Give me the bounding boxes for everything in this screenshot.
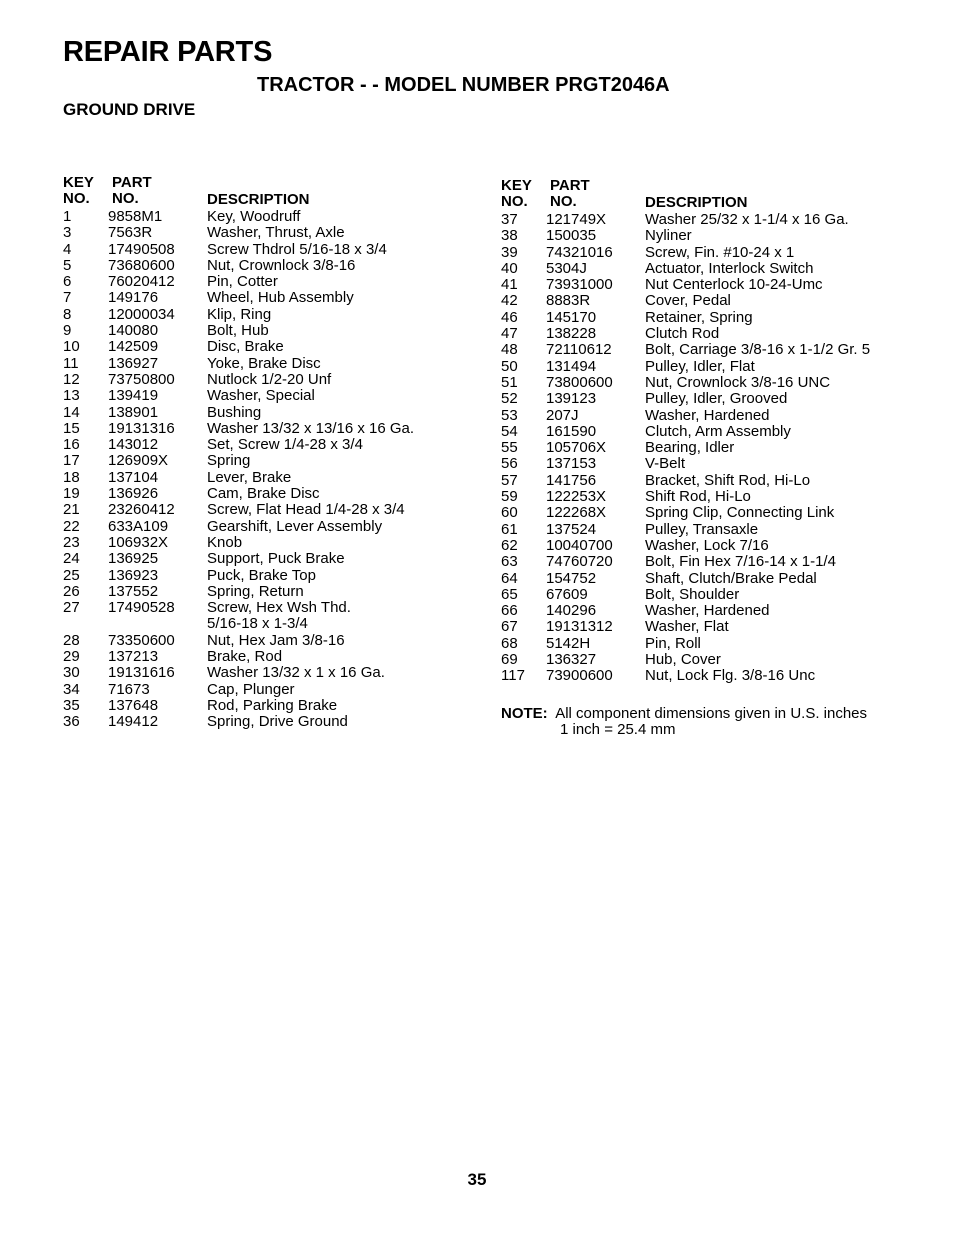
part-no-cell: 17490508	[108, 240, 175, 258]
table-row	[501, 522, 901, 538]
part-no-cell: 122268X	[546, 504, 607, 522]
description-header: DESCRIPTION	[645, 194, 748, 211]
key-no-cell: 26	[63, 582, 80, 600]
description-cell: Nut, Hex Jam 3/8-16	[207, 631, 345, 649]
page-number: 35	[467, 1170, 487, 1189]
description-cell: Key, Woodruff	[207, 208, 301, 225]
table-row	[501, 375, 901, 391]
description-cell: Klip, Ring	[207, 305, 272, 323]
table-row	[501, 261, 901, 277]
table-row	[63, 258, 443, 274]
key-no-header: KEY NO.	[501, 177, 532, 211]
table-row	[63, 682, 443, 698]
description-cell: Gearshift, Lever Assembly	[207, 517, 383, 535]
description-cell: Bolt, Fin Hex 7/16-14 x 1-1/4	[645, 553, 836, 571]
table-row	[501, 668, 901, 684]
description-cell: Washer 13/32 x 13/16 x 16 Ga.	[207, 419, 415, 437]
key-no-cell: 4	[63, 240, 72, 258]
part-no-cell: 122253X	[546, 488, 607, 506]
key-no-cell: 67	[501, 618, 518, 636]
table-row	[501, 391, 901, 407]
table-row	[63, 356, 443, 372]
part-no-cell: 17490528	[108, 599, 175, 617]
key-no-cell: 28	[63, 631, 80, 649]
key-no-cell: 47	[501, 325, 518, 343]
description-cell: Knob	[207, 533, 243, 551]
description-cell: Retainer, Spring	[645, 308, 753, 326]
part-no-cell: 137153	[546, 455, 597, 473]
description-cell: Wheel, Hub Assembly	[207, 289, 354, 307]
table-row	[501, 652, 901, 668]
table-row	[63, 698, 443, 714]
key-no-cell: 9	[63, 322, 72, 340]
key-no-cell: 1	[63, 208, 72, 225]
key-no-cell: 30	[63, 664, 80, 682]
table-row	[501, 326, 901, 342]
key-no-cell: 66	[501, 602, 518, 620]
table-row	[501, 310, 901, 326]
table-row	[501, 571, 901, 587]
key-no-cell: 13	[63, 387, 80, 405]
table-row	[63, 486, 443, 502]
key-no-cell: 6	[63, 273, 72, 291]
note-text: All component dimensions given in U.S. inches	[555, 705, 868, 722]
key-no-cell: 7	[63, 289, 72, 307]
table-row	[63, 242, 443, 258]
part-no-cell: 23260412	[108, 501, 175, 519]
description-cell: Shift Rod, Hi-Lo	[645, 488, 751, 506]
description-cell: Spring Clip, Connecting Link	[645, 504, 835, 522]
description-cell: Hub, Cover	[645, 651, 721, 669]
part-no-cell: 149412	[108, 713, 159, 731]
dimensions-note	[501, 706, 867, 739]
part-no-cell: 136927	[108, 354, 159, 372]
part-no-cell: 137648	[108, 696, 159, 714]
description-cell: Yoke, Brake Disc	[207, 354, 321, 372]
table-row	[501, 277, 901, 293]
part-no-cell: 136925	[108, 550, 159, 568]
part-no-cell: 106932X	[108, 533, 169, 551]
part-no-cell: 121749X	[546, 211, 607, 228]
part-no-cell: 74760720	[546, 553, 613, 571]
key-no-cell: 68	[501, 634, 518, 652]
key-no-cell: 40	[501, 259, 518, 277]
part-no-cell: 136923	[108, 566, 159, 584]
table-row	[63, 290, 443, 306]
table-row	[501, 587, 901, 603]
part-no-cell: 74321016	[546, 243, 613, 261]
description-cell: Brake, Rod	[207, 648, 283, 666]
key-no-cell: 10	[63, 338, 80, 356]
key-no-cell: 62	[501, 536, 518, 554]
description-cell: Clutch Rod	[645, 325, 720, 343]
part-no-cell: 19131316	[108, 419, 175, 437]
part-no-cell: 137213	[108, 648, 159, 666]
part-no-header: PART NO.	[112, 174, 152, 208]
part-no-cell: 73931000	[546, 276, 613, 294]
key-no-cell: 60	[501, 504, 518, 522]
key-no-cell: 29	[63, 648, 80, 666]
key-no-cell: 12	[63, 370, 80, 388]
key-no-cell: 8	[63, 305, 72, 323]
description-cell: V-Belt	[645, 455, 686, 473]
table-row	[63, 274, 443, 290]
table-row	[501, 505, 901, 521]
table-row	[63, 209, 443, 225]
table-row	[501, 440, 901, 456]
description-cell: Pulley, Transaxle	[645, 520, 759, 538]
table-row	[501, 456, 901, 472]
model-subtitle: TRACTOR - - MODEL NUMBER PRGT2046A	[257, 74, 670, 96]
description-cell: Nyliner	[645, 227, 692, 245]
table-row	[63, 421, 443, 437]
table-row	[63, 405, 443, 421]
description-cell: Spring, Drive Ground	[207, 713, 348, 731]
part-no-cell: 105706X	[546, 439, 607, 457]
part-no-cell: 72110612	[546, 341, 612, 359]
table-row	[63, 633, 443, 649]
key-no-cell: 18	[63, 468, 80, 486]
key-no-cell: 23	[63, 533, 80, 551]
table-row	[63, 339, 443, 355]
key-no-cell: 16	[63, 436, 80, 454]
table-row	[63, 470, 443, 486]
table-row	[501, 603, 901, 619]
description-cell: Washer, Hardened	[645, 406, 770, 424]
table-row	[501, 293, 901, 309]
description-cell: Pin, Cotter	[207, 273, 278, 291]
part-no-cell: 5142H	[546, 634, 591, 652]
description-cell: Clutch, Arm Assembly	[645, 422, 791, 440]
part-no-cell: 12000034	[108, 305, 175, 323]
part-no-cell: 143012	[108, 436, 159, 454]
part-no-cell: 145170	[546, 308, 597, 326]
key-no-cell: 117	[501, 667, 525, 685]
key-no-cell: 27	[63, 599, 80, 617]
key-no-cell: 63	[501, 553, 518, 571]
key-no-cell: 42	[501, 292, 518, 310]
description-cell: Support, Puck Brake	[207, 550, 345, 568]
table-row	[501, 554, 901, 570]
part-no-cell: 138228	[546, 325, 597, 343]
description-cell: Washer, Thrust, Axle	[207, 224, 345, 242]
key-no-cell: 37	[501, 211, 518, 228]
key-no-header: KEY NO.	[63, 174, 94, 208]
key-no-cell: 5	[63, 256, 72, 274]
page-title: REPAIR PARTS	[63, 36, 273, 68]
description-cell: Bearing, Idler	[645, 439, 735, 457]
description-cell: Rod, Parking Brake	[207, 696, 338, 714]
part-no-cell: 10040700	[546, 536, 613, 554]
parts-rows	[501, 212, 901, 685]
table-row	[501, 228, 901, 244]
key-no-cell: 50	[501, 357, 518, 375]
part-no-cell: 138901	[108, 403, 159, 421]
part-no-cell: 73750800	[108, 370, 175, 388]
key-no-cell: 25	[63, 566, 80, 584]
part-no-cell: 633A109	[108, 517, 169, 535]
description-cell: Bolt, Hub	[207, 322, 269, 340]
description-cell: Washer, Flat	[645, 618, 729, 636]
key-no-cell: 51	[501, 373, 518, 391]
note-label: NOTE:	[501, 705, 548, 722]
description-cell: Washer, Lock 7/16	[645, 536, 769, 554]
part-no-cell: 136327	[546, 651, 597, 669]
description-cell: Puck, Brake Top	[207, 566, 316, 584]
description-cell: Pin, Roll	[645, 634, 701, 652]
part-no-cell: 73680600	[108, 256, 175, 274]
description-cell: Pulley, Idler, Flat	[645, 357, 755, 375]
description-cell: Lever, Brake	[207, 468, 292, 486]
part-no-cell: 71673	[108, 680, 150, 698]
description-cell: Screw, Fin. #10-24 x 1	[645, 243, 795, 261]
parts-list-left	[63, 175, 443, 731]
table-row	[63, 225, 443, 241]
part-no-cell: 137552	[108, 582, 159, 600]
description-cell: Screw, Flat Head 1/4-28 x 3/4	[207, 501, 405, 519]
part-no-cell: 73900600	[546, 667, 613, 685]
key-no-cell: 35	[63, 696, 80, 714]
description-cell: Cover, Pedal	[645, 292, 731, 310]
part-no-cell: 137524	[546, 520, 597, 538]
table-row	[63, 372, 443, 388]
part-no-cell: 142509	[108, 338, 159, 356]
description-cell: Nut, Lock Flg. 3/8-16 Unc	[645, 667, 816, 685]
table-row	[63, 535, 443, 551]
key-no-cell: 54	[501, 422, 518, 440]
table-row	[501, 619, 901, 635]
description-cell: Washer 13/32 x 1 x 16 Ga.	[207, 664, 385, 682]
part-no-cell: 139419	[108, 387, 159, 405]
part-no-header: PART NO.	[550, 177, 590, 211]
table-row	[501, 212, 901, 228]
table-row	[63, 453, 443, 469]
description-header: DESCRIPTION	[207, 191, 310, 208]
part-no-cell: 5304J	[546, 259, 587, 277]
key-no-cell: 21	[63, 501, 80, 519]
description-cell: Washer 25/32 x 1-1/4 x 16 Ga.	[645, 211, 849, 228]
description-cell: Screw Thdrol 5/16-18 x 3/4	[207, 240, 387, 258]
key-no-cell: 59	[501, 488, 518, 506]
description-cell: Bushing	[207, 403, 262, 421]
table-row	[501, 636, 901, 652]
table-row	[501, 538, 901, 554]
key-no-cell: 39	[501, 243, 518, 261]
section-heading: GROUND DRIVE	[63, 100, 196, 119]
part-no-cell: 76020412	[108, 273, 175, 291]
description-cell: Washer, Special	[207, 387, 315, 405]
description-cell: Nut, Crownlock 3/8-16 UNC	[645, 373, 831, 391]
table-row	[501, 359, 901, 375]
key-no-cell: 64	[501, 569, 518, 587]
table-row	[63, 502, 443, 518]
part-no-cell: 139123	[546, 390, 597, 408]
part-no-cell: 19131616	[108, 664, 175, 682]
key-no-cell: 36	[63, 713, 80, 731]
table-row	[63, 388, 443, 404]
part-no-cell: 140296	[546, 602, 597, 620]
note-conversion: 1 inch = 25.4 mm	[560, 721, 676, 739]
description-cell: Bolt, Carriage 3/8-16 x 1-1/2 Gr. 5	[645, 341, 871, 359]
part-no-cell: 136926	[108, 485, 159, 503]
key-no-cell: 24	[63, 550, 80, 568]
table-row	[63, 714, 443, 730]
table-row	[501, 245, 901, 261]
key-no-cell: 56	[501, 455, 518, 473]
key-no-cell: 15	[63, 419, 80, 437]
table-row	[63, 323, 443, 339]
table-row	[501, 408, 901, 424]
description-cell: Spring, Return	[207, 582, 304, 600]
column-headers	[63, 175, 443, 209]
table-row	[501, 424, 901, 440]
key-no-cell: 14	[63, 403, 80, 421]
column-headers	[501, 178, 901, 212]
description-cell: Nut, Crownlock 3/8-16	[207, 256, 356, 274]
key-no-cell: 55	[501, 439, 518, 457]
table-row	[63, 307, 443, 323]
part-no-cell: 131494	[546, 357, 597, 375]
table-row	[501, 342, 901, 358]
description-cell: Bolt, Shoulder	[645, 585, 740, 603]
description-cell: Actuator, Interlock Switch	[645, 259, 814, 277]
table-row	[501, 473, 901, 489]
part-no-cell: 149176	[108, 289, 159, 307]
key-no-cell: 22	[63, 517, 80, 535]
key-no-cell: 38	[501, 227, 518, 245]
part-no-cell: 154752	[546, 569, 597, 587]
description-cell: Shaft, Clutch/Brake Pedal	[645, 569, 817, 587]
table-row	[63, 568, 443, 584]
description-cell: Washer, Hardened	[645, 602, 770, 620]
parts-rows	[63, 209, 443, 731]
part-no-cell: 7563R	[108, 224, 153, 242]
key-no-cell: 41	[501, 276, 518, 294]
table-row	[63, 665, 443, 681]
table-row	[63, 551, 443, 567]
key-no-cell: 46	[501, 308, 518, 326]
part-no-cell: 141756	[546, 471, 597, 489]
part-no-cell: 150035	[546, 227, 597, 245]
table-row	[63, 600, 443, 633]
part-no-cell: 207J	[546, 406, 579, 424]
key-no-cell: 48	[501, 341, 518, 359]
description-cell: Spring	[207, 452, 251, 470]
part-no-cell: 73350600	[108, 631, 175, 649]
table-row	[501, 489, 901, 505]
key-no-cell: 53	[501, 406, 518, 424]
description-cell: Nutlock 1/2-20 Unf	[207, 370, 332, 388]
part-no-cell: 73800600	[546, 373, 613, 391]
part-no-cell: 126909X	[108, 452, 169, 470]
part-no-cell: 67609	[546, 585, 588, 603]
table-row	[63, 519, 443, 535]
key-no-cell: 17	[63, 452, 80, 470]
part-no-cell: 137104	[108, 468, 159, 486]
key-no-cell: 19	[63, 485, 80, 503]
description-cell: Disc, Brake	[207, 338, 284, 356]
table-row	[63, 437, 443, 453]
key-no-cell: 34	[63, 680, 80, 698]
description-cell: Set, Screw 1/4-28 x 3/4	[207, 436, 363, 454]
key-no-cell: 11	[63, 354, 79, 372]
table-row	[63, 584, 443, 600]
key-no-cell: 61	[501, 520, 518, 538]
description-cell: Screw, Hex Wsh Thd. 5/16-18 x 1-3/4	[207, 599, 351, 633]
part-no-cell: 19131312	[546, 618, 613, 636]
key-no-cell: 57	[501, 471, 518, 489]
description-cell: Nut Centerlock 10-24-Umc	[645, 276, 823, 294]
description-cell: Cap, Plunger	[207, 680, 295, 698]
description-cell: Cam, Brake Disc	[207, 485, 320, 503]
description-cell: Bracket, Shift Rod, Hi-Lo	[645, 471, 811, 489]
table-row	[63, 649, 443, 665]
key-no-cell: 69	[501, 651, 518, 669]
key-no-cell: 52	[501, 390, 518, 408]
key-no-cell: 3	[63, 224, 72, 242]
part-no-cell: 140080	[108, 322, 159, 340]
parts-list-right	[501, 178, 901, 685]
description-cell: Pulley, Idler, Grooved	[645, 390, 788, 408]
key-no-cell: 65	[501, 585, 518, 603]
part-no-cell: 9858M1	[108, 208, 163, 225]
part-no-cell: 161590	[546, 422, 597, 440]
part-no-cell: 8883R	[546, 292, 591, 310]
